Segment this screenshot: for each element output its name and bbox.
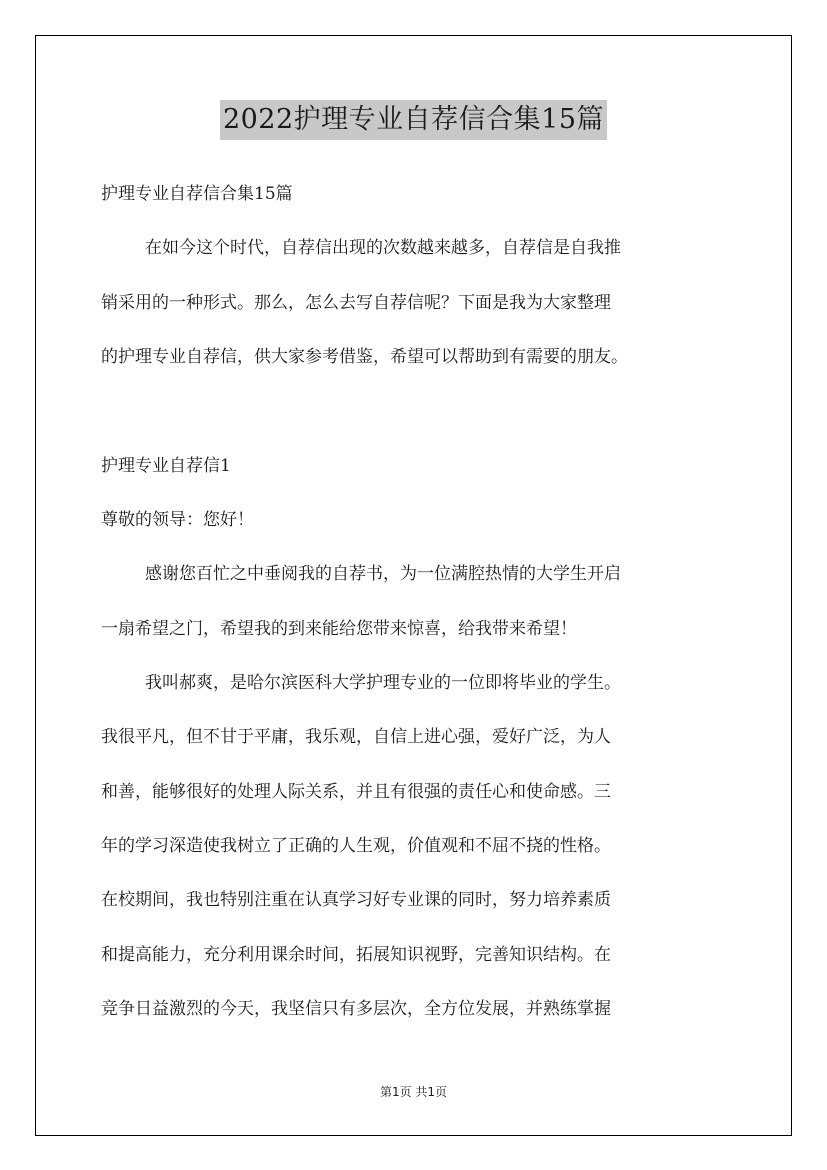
paragraph-line: 我叫郝爽，是哈尔滨医科大学护理专业的一位即将毕业的学生。 xyxy=(145,673,621,693)
paragraph-line: 和善，能够很好的处理人际关系，并且有很强的责任心和使命感。三 xyxy=(101,782,611,802)
paragraph-line: 我很平凡，但不甘于平庸，我乐观，自信上进心强，爱好广泛，为人 xyxy=(101,727,611,747)
page-footer: 第1页 共1页 xyxy=(379,1085,448,1099)
paragraph-line: 销采用的一种形式。那么，怎么去写自荐信呢？下面是我为大家整理 xyxy=(101,293,611,313)
paragraph-line: 感谢您百忙之中垂阅我的自荐书，为一位满腔热情的大学生开启 xyxy=(145,564,621,584)
paragraph-line: 一扇希望之门，希望我的到来能给您带来惊喜，给我带来希望！ xyxy=(101,619,577,639)
paragraph-line: 在如今这个时代，自荐信出现的次数越来越多，自荐信是自我推 xyxy=(145,238,621,258)
document-title: 2022护理专业自荐信合集15篇 xyxy=(220,100,607,140)
title-container xyxy=(0,100,827,140)
paragraph-line: 在校期间，我也特别注重在认真学习好专业课的同时，努力培养素质 xyxy=(101,890,611,910)
paragraph-line: 竞争日益激烈的今天，我坚信只有多层次，全方位发展，并熟练掌握 xyxy=(101,999,611,1019)
subtitle-line: 护理专业自荐信合集15篇 xyxy=(101,184,293,204)
salutation-line: 尊敬的领导：您好！ xyxy=(101,510,254,530)
paragraph-line: 和提高能力，充分利用课余时间，拓展知识视野，完善知识结构。在 xyxy=(101,945,611,965)
paragraph-line: 的护理专业自荐信，供大家参考借鉴，希望可以帮助到有需要的朋友。 xyxy=(101,347,628,367)
section-heading: 护理专业自荐信1 xyxy=(101,456,231,476)
paragraph-line: 年的学习深造使我树立了正确的人生观，价值观和不屈不挠的性格。 xyxy=(101,836,611,856)
